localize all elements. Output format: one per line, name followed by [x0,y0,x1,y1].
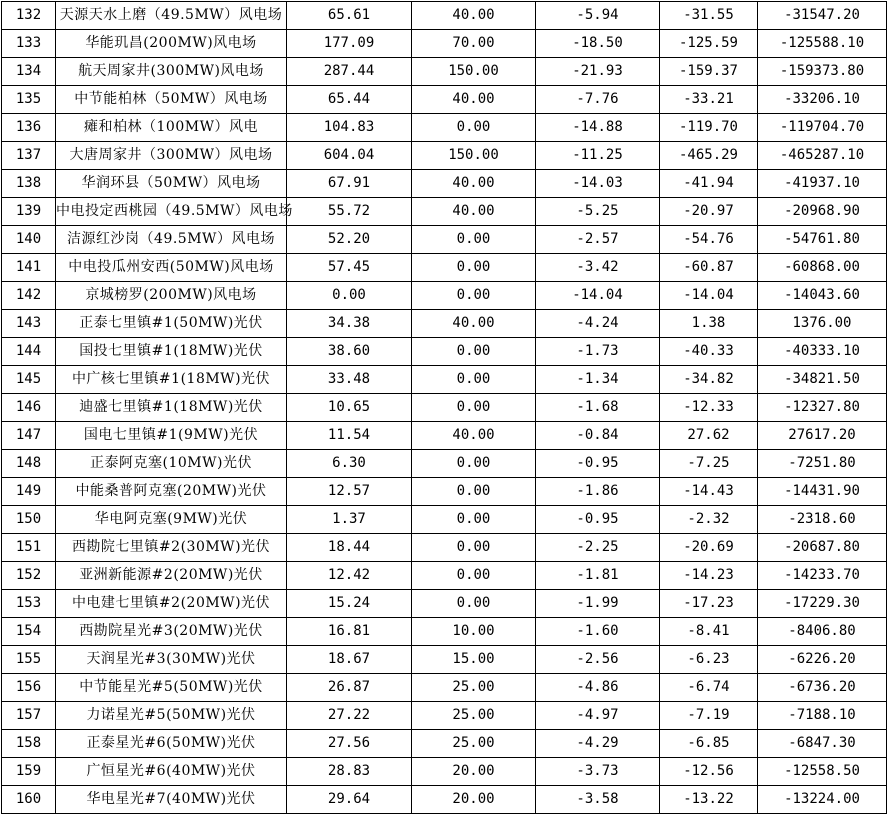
value-col-1: 52.20 [287,226,412,254]
value-col-1: 11.54 [287,422,412,450]
row-index: 154 [2,618,56,646]
value-col-2: 0.00 [412,450,536,478]
table-row [2,338,887,366]
value-col-5: -60868.00 [758,254,887,282]
value-col-2: 150.00 [412,58,536,86]
station-name: 中电建七里镇#2(20MW)光伏 [56,590,287,618]
station-name: 国投七里镇#1(18MW)光伏 [56,338,287,366]
value-col-5: -6736.20 [758,674,887,702]
table-row [2,534,887,562]
station-name: 国电七里镇#1(9MW)光伏 [56,422,287,450]
row-index: 139 [2,198,56,226]
table-row [2,730,887,758]
row-index: 156 [2,674,56,702]
value-col-3: -1.73 [536,338,660,366]
table-row [2,58,887,86]
value-col-1: 38.60 [287,338,412,366]
value-col-1: 12.42 [287,562,412,590]
value-col-4: -6.74 [660,674,758,702]
value-col-3: -5.94 [536,2,660,30]
value-col-5: -33206.10 [758,86,887,114]
value-col-1: 27.56 [287,730,412,758]
row-index: 155 [2,646,56,674]
value-col-5: -12327.80 [758,394,887,422]
value-col-2: 40.00 [412,422,536,450]
value-col-4: -12.56 [660,758,758,786]
station-name: 中节能柏林（50MW）风电场 [56,86,287,114]
value-col-1: 27.22 [287,702,412,730]
value-col-2: 0.00 [412,590,536,618]
value-col-3: -3.58 [536,786,660,814]
table-row [2,646,887,674]
value-col-1: 18.67 [287,646,412,674]
station-name: 中电投定西桃园（49.5MW）风电场 [56,198,287,226]
table-row [2,394,887,422]
value-col-4: -54.76 [660,226,758,254]
value-col-4: -20.69 [660,534,758,562]
value-col-4: -41.94 [660,170,758,198]
table-row [2,786,887,814]
table-row [2,562,887,590]
table-row [2,170,887,198]
value-col-4: -119.70 [660,114,758,142]
row-index: 132 [2,2,56,30]
value-col-4: -6.23 [660,646,758,674]
table-row [2,30,887,58]
row-index: 159 [2,758,56,786]
value-col-4: -7.19 [660,702,758,730]
table-row [2,618,887,646]
value-col-2: 0.00 [412,534,536,562]
table-row [2,674,887,702]
value-col-2: 40.00 [412,310,536,338]
value-col-2: 40.00 [412,86,536,114]
station-name: 中广核七里镇#1(18MW)光伏 [56,366,287,394]
value-col-5: 27617.20 [758,422,887,450]
value-col-1: 287.44 [287,58,412,86]
table-row [2,226,887,254]
row-index: 136 [2,114,56,142]
table-body [2,2,887,814]
value-col-4: 27.62 [660,422,758,450]
value-col-1: 12.57 [287,478,412,506]
settlement-table [1,1,887,814]
value-col-2: 0.00 [412,506,536,534]
value-col-3: -1.81 [536,562,660,590]
value-col-3: -2.56 [536,646,660,674]
row-index: 151 [2,534,56,562]
value-col-5: -41937.10 [758,170,887,198]
value-col-2: 70.00 [412,30,536,58]
value-col-5: -20968.90 [758,198,887,226]
value-col-4: -14.04 [660,282,758,310]
row-index: 133 [2,30,56,58]
value-col-3: -0.95 [536,506,660,534]
value-col-1: 6.30 [287,450,412,478]
value-col-2: 0.00 [412,366,536,394]
value-col-2: 25.00 [412,730,536,758]
table-row [2,590,887,618]
value-col-3: -4.24 [536,310,660,338]
value-col-4: -125.59 [660,30,758,58]
value-col-3: -14.88 [536,114,660,142]
table-row [2,198,887,226]
value-col-3: -0.95 [536,450,660,478]
value-col-1: 55.72 [287,198,412,226]
row-index: 138 [2,170,56,198]
value-col-2: 0.00 [412,338,536,366]
value-col-4: 1.38 [660,310,758,338]
value-col-3: -1.68 [536,394,660,422]
value-col-5: -125588.10 [758,30,887,58]
value-col-4: -17.23 [660,590,758,618]
station-name: 中电投瓜州安西(50MW)风电场 [56,254,287,282]
value-col-5: -34821.50 [758,366,887,394]
value-col-5: -17229.30 [758,590,887,618]
value-col-1: 177.09 [287,30,412,58]
value-col-5: -13224.00 [758,786,887,814]
value-col-5: -31547.20 [758,2,887,30]
value-col-3: -4.29 [536,730,660,758]
table-row [2,422,887,450]
table-row [2,282,887,310]
station-name: 华电阿克塞(9MW)光伏 [56,506,287,534]
value-col-4: -2.32 [660,506,758,534]
station-name: 天润星光#3(30MW)光伏 [56,646,287,674]
value-col-5: -12558.50 [758,758,887,786]
row-index: 141 [2,254,56,282]
station-name: 华润环县（50MW）风电场 [56,170,287,198]
table-row [2,2,887,30]
value-col-3: -2.25 [536,534,660,562]
row-index: 145 [2,366,56,394]
value-col-3: -11.25 [536,142,660,170]
value-col-4: -13.22 [660,786,758,814]
value-col-5: -119704.70 [758,114,887,142]
value-col-2: 40.00 [412,170,536,198]
row-index: 142 [2,282,56,310]
value-col-3: -14.04 [536,282,660,310]
station-name: 西勘院星光#3(20MW)光伏 [56,618,287,646]
table-row [2,254,887,282]
value-col-4: -33.21 [660,86,758,114]
value-col-4: -60.87 [660,254,758,282]
table-row [2,450,887,478]
value-col-1: 15.24 [287,590,412,618]
station-name: 西勘院七里镇#2(30MW)光伏 [56,534,287,562]
value-col-3: -1.99 [536,590,660,618]
value-col-4: -7.25 [660,450,758,478]
value-col-3: -1.60 [536,618,660,646]
station-name: 大唐周家井（300MW）风电场 [56,142,287,170]
station-name: 亚洲新能源#2(20MW)光伏 [56,562,287,590]
value-col-2: 10.00 [412,618,536,646]
value-col-5: -14043.60 [758,282,887,310]
station-name: 正泰星光#6(50MW)光伏 [56,730,287,758]
value-col-1: 1.37 [287,506,412,534]
value-col-5: -159373.80 [758,58,887,86]
station-name: 航天周家井(300MW)风电场 [56,58,287,86]
value-col-1: 65.44 [287,86,412,114]
value-col-4: -159.37 [660,58,758,86]
row-index: 149 [2,478,56,506]
table-row [2,86,887,114]
station-name: 京城榜罗(200MW)风电场 [56,282,287,310]
table-row [2,114,887,142]
row-index: 157 [2,702,56,730]
value-col-1: 604.04 [287,142,412,170]
value-col-3: -1.34 [536,366,660,394]
value-col-5: -7251.80 [758,450,887,478]
station-name: 华能玑昌(200MW)风电场 [56,30,287,58]
value-col-5: -8406.80 [758,618,887,646]
value-col-3: -4.97 [536,702,660,730]
value-col-1: 67.91 [287,170,412,198]
table-row [2,310,887,338]
value-col-4: -31.55 [660,2,758,30]
row-index: 135 [2,86,56,114]
row-index: 137 [2,142,56,170]
value-col-4: -12.33 [660,394,758,422]
value-col-1: 34.38 [287,310,412,338]
value-col-2: 0.00 [412,114,536,142]
value-col-1: 65.61 [287,2,412,30]
row-index: 152 [2,562,56,590]
value-col-1: 18.44 [287,534,412,562]
value-col-3: -3.42 [536,254,660,282]
row-index: 148 [2,450,56,478]
value-col-2: 0.00 [412,562,536,590]
value-col-2: 25.00 [412,674,536,702]
table-row [2,366,887,394]
row-index: 158 [2,730,56,758]
row-index: 153 [2,590,56,618]
value-col-1: 16.81 [287,618,412,646]
value-col-5: -7188.10 [758,702,887,730]
value-col-4: -6.85 [660,730,758,758]
value-col-5: 1376.00 [758,310,887,338]
value-col-4: -40.33 [660,338,758,366]
station-name: 正泰阿克塞(10MW)光伏 [56,450,287,478]
row-index: 146 [2,394,56,422]
value-col-3: -5.25 [536,198,660,226]
value-col-3: -18.50 [536,30,660,58]
value-col-1: 57.45 [287,254,412,282]
row-index: 150 [2,506,56,534]
table-row [2,758,887,786]
value-col-4: -14.43 [660,478,758,506]
value-col-2: 20.00 [412,786,536,814]
value-col-5: -2318.60 [758,506,887,534]
station-name: 正泰七里镇#1(50MW)光伏 [56,310,287,338]
value-col-2: 20.00 [412,758,536,786]
value-col-5: -14233.70 [758,562,887,590]
value-col-1: 104.83 [287,114,412,142]
value-col-3: -0.84 [536,422,660,450]
station-name: 迪盛七里镇#1(18MW)光伏 [56,394,287,422]
value-col-3: -4.86 [536,674,660,702]
value-col-3: -1.86 [536,478,660,506]
station-name: 洁源红沙岗（49.5MW）风电场 [56,226,287,254]
station-name: 广恒星光#6(40MW)光伏 [56,758,287,786]
value-col-1: 0.00 [287,282,412,310]
value-col-1: 28.83 [287,758,412,786]
station-name: 中节能星光#5(50MW)光伏 [56,674,287,702]
value-col-5: -54761.80 [758,226,887,254]
value-col-4: -20.97 [660,198,758,226]
value-col-4: -8.41 [660,618,758,646]
value-col-1: 26.87 [287,674,412,702]
value-col-3: -3.73 [536,758,660,786]
value-col-2: 0.00 [412,254,536,282]
value-col-2: 150.00 [412,142,536,170]
value-col-1: 29.64 [287,786,412,814]
row-index: 144 [2,338,56,366]
value-col-1: 10.65 [287,394,412,422]
value-col-5: -20687.80 [758,534,887,562]
value-col-5: -6226.20 [758,646,887,674]
station-name: 华电星光#7(40MW)光伏 [56,786,287,814]
value-col-3: -7.76 [536,86,660,114]
value-col-5: -40333.10 [758,338,887,366]
value-col-3: -14.03 [536,170,660,198]
row-index: 143 [2,310,56,338]
value-col-2: 25.00 [412,702,536,730]
value-col-3: -21.93 [536,58,660,86]
table-row [2,506,887,534]
table-row [2,702,887,730]
station-name: 中能桑普阿克塞(20MW)光伏 [56,478,287,506]
value-col-4: -34.82 [660,366,758,394]
value-col-1: 33.48 [287,366,412,394]
station-name: 力诺星光#5(50MW)光伏 [56,702,287,730]
value-col-2: 40.00 [412,2,536,30]
station-name: 天源天水上磨（49.5MW）风电场 [56,2,287,30]
table-row [2,478,887,506]
value-col-2: 15.00 [412,646,536,674]
table-row [2,142,887,170]
row-index: 160 [2,786,56,814]
value-col-2: 0.00 [412,478,536,506]
value-col-3: -2.57 [536,226,660,254]
value-col-4: -14.23 [660,562,758,590]
row-index: 134 [2,58,56,86]
value-col-4: -465.29 [660,142,758,170]
station-name: 瘫和柏林（100MW）风电 [56,114,287,142]
row-index: 147 [2,422,56,450]
row-index: 140 [2,226,56,254]
value-col-5: -6847.30 [758,730,887,758]
value-col-2: 0.00 [412,226,536,254]
value-col-2: 0.00 [412,394,536,422]
value-col-5: -465287.10 [758,142,887,170]
value-col-2: 40.00 [412,198,536,226]
value-col-5: -14431.90 [758,478,887,506]
value-col-2: 0.00 [412,282,536,310]
